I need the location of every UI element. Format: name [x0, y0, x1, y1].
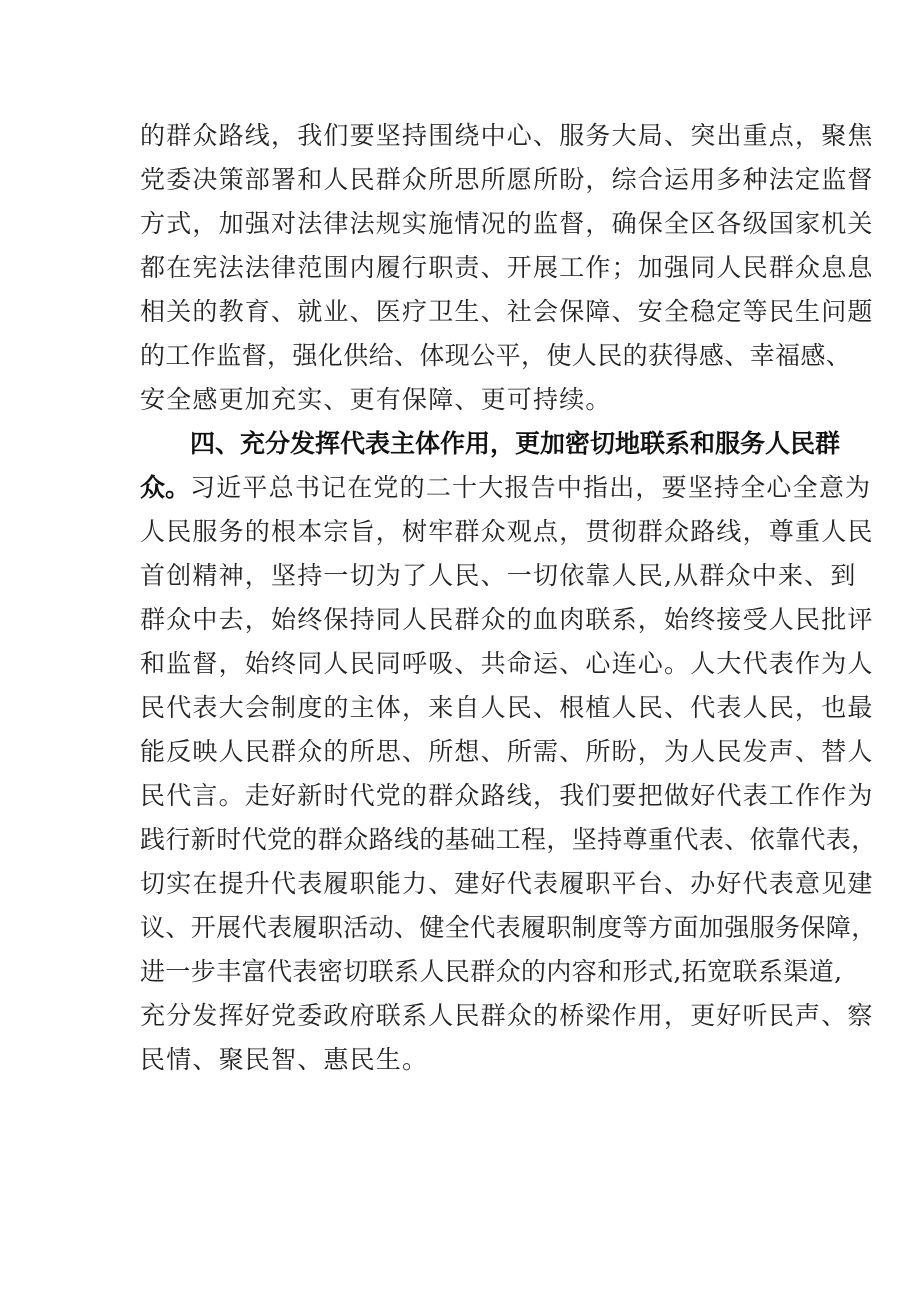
- paragraph-line: [140, 468, 871, 508]
- paragraph-text: 习近平总书记在党的二十大报告中指出，要坚持全心全意为: [190, 473, 872, 502]
- paragraph-line: 进一步丰富代表密切联系人民群众的内容和形式,拓宽联系渠道,: [140, 957, 843, 986]
- paragraph-line: 践行新时代党的群众路线的基础工程，坚持尊重代表、依靠代表，: [140, 825, 877, 854]
- paragraph-line: 人民服务的根本宗旨，树牢群众观点，贯彻群众路线，尊重人民: [140, 517, 874, 546]
- paragraph-line: 切实在提升代表履职能力、建好代表履职平台、办好代表意见建: [140, 869, 874, 898]
- paragraph-line: 党委决策部署和人民群众所思所愿所盼，综合运用多种法定监督: [140, 165, 874, 194]
- paragraph-line: 相关的教育、就业、医疗卫生、社会保障、安全稳定等民生问题: [140, 297, 874, 326]
- paragraph-line: 首创精神，坚持一切为了人民、一切依靠人民,从群众中来、到: [140, 561, 857, 590]
- paragraph-line: 民代表大会制度的主体，来自人民、根植人民、代表人民，也最: [140, 693, 874, 722]
- paragraph-line: 都在宪法法律范围内履行职责、开展工作；加强同人民群众息息: [140, 253, 874, 282]
- section-heading-end: 众。: [140, 473, 191, 502]
- paragraph-line: 充分发挥好党委政府联系人民群众的桥梁作用，更好听民声、察: [140, 1001, 874, 1030]
- paragraph-line: 的群众路线，我们要坚持围绕中心、服务大局、突出重点，聚焦: [140, 121, 874, 150]
- paragraph-line: 能反映人民群众的所思、所想、所需、所盼，为人民发声、替人: [140, 737, 874, 766]
- paragraph-line: 议、开展代表履职活动、健全代表履职制度等方面加强服务保障，: [140, 913, 877, 942]
- paragraph-line: 群众中去，始终保持同人民群众的血肉联系，始终接受人民批评: [140, 605, 874, 634]
- paragraph-line: 民代言。走好新时代党的群众路线，我们要把做好代表工作作为: [140, 781, 874, 810]
- paragraph-line: 方式，加强对法律法规实施情况的监督，确保全区各级国家机关: [140, 209, 874, 238]
- paragraph-line: 民情、聚民智、惠民生。: [140, 1045, 429, 1074]
- section-heading: 四、充分发挥代表主体作用，更加密切地联系和服务人民群: [190, 429, 841, 458]
- paragraph-line: 和监督，始终同人民同呼吸、共命运、心连心。人大代表作为人: [140, 649, 874, 678]
- paragraph-line: 的工作监督，强化供给、体现公平，使人民的获得感、幸福感、: [140, 341, 852, 370]
- paragraph-line: 安全感更加充实、更有保障、更可持续。: [140, 385, 612, 414]
